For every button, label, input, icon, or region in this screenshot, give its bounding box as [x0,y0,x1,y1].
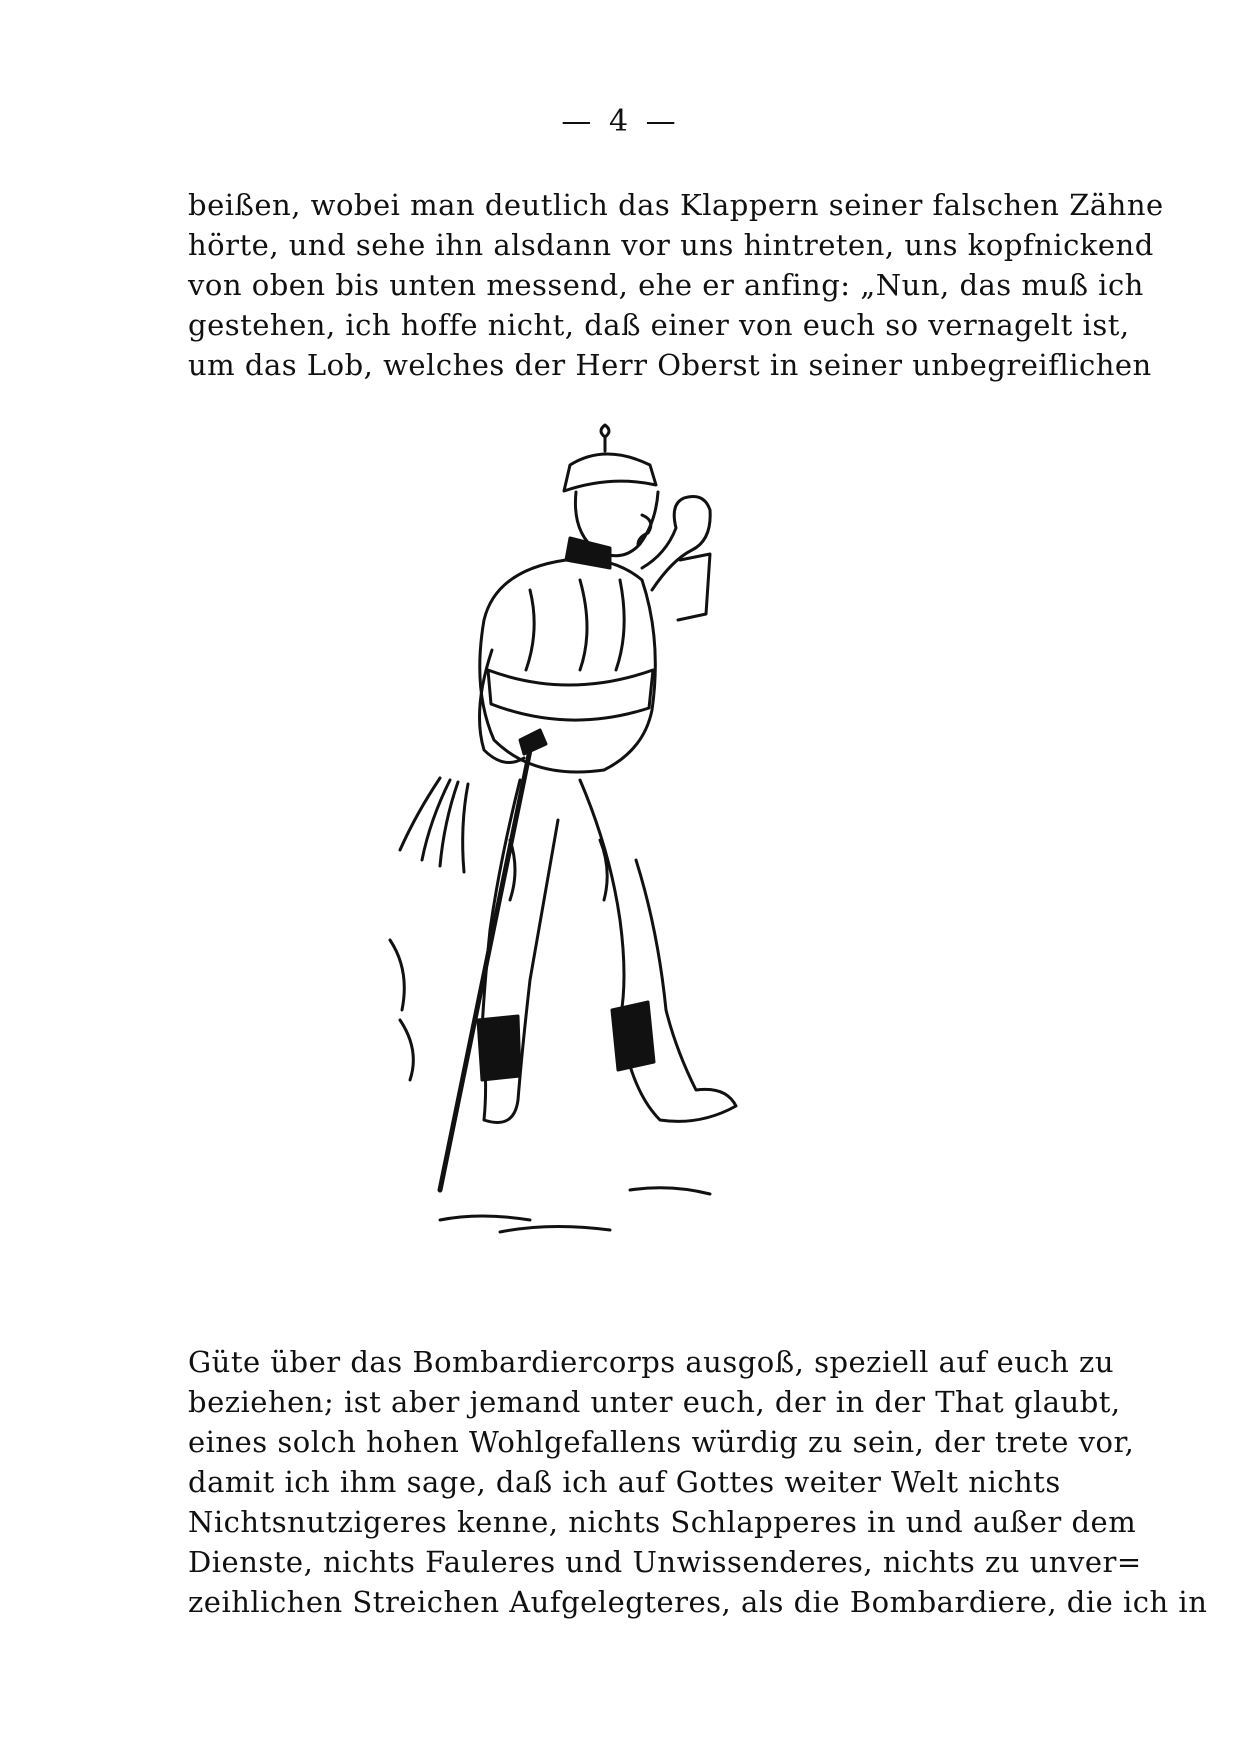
text-line: beziehen; ist aber jemand unter euch, der in der That glaubt, [188,1385,1121,1419]
right-leg [580,780,736,1121]
page-number: — 4 — [561,104,680,139]
left-boot [478,1016,520,1080]
text-line: hörte, und sehe ihn alsdann vor uns hintreten, uns kopfnickend [188,228,1154,262]
collar [566,538,610,568]
text-line: eines solch hohen Wohlgefallens würdig zu sein, der trete vor, [188,1425,1135,1459]
torso [480,559,656,772]
text-line: beißen, wobei man deutlich das Klappern seiner falschen Zähne [188,188,1164,222]
text-line: um das Lob, welches der Herr Oberst in seiner unbegreiflichen [188,348,1152,382]
raised-arm [642,497,710,591]
text-line: von oben bis unten messend, ehe er anfing: „Nun, das muß ich [188,268,1144,302]
text-block-bottom [188,1342,1208,1622]
text-line: gestehen, ich hoffe nicht, daß einer von euch so vernagelt ist, [188,308,1130,342]
text-line: Güte über das Bombardiercorps ausgoß, speziell auf euch zu [188,1345,1115,1379]
soldier-illustration [380,420,840,1310]
helmet [564,454,656,491]
helmet-spike [601,425,609,451]
text-line: Nichtsnutzigeres kenne, nichts Schlapperes in und außer dem [188,1505,1137,1539]
text-block-top [188,185,1164,385]
tassel [400,778,468,872]
text-line: zeihlichen Streichen Aufgelegteres, als die Bombardiere, die ich in [188,1585,1208,1619]
text-line: Dienste, nichts Fauleres und Unwissenderes, nichts zu unver= [188,1545,1142,1579]
sash [488,670,653,720]
right-boot [612,1002,654,1070]
text-line: damit ich ihm sage, daß ich auf Gottes weiter Welt nichts [188,1465,1061,1499]
